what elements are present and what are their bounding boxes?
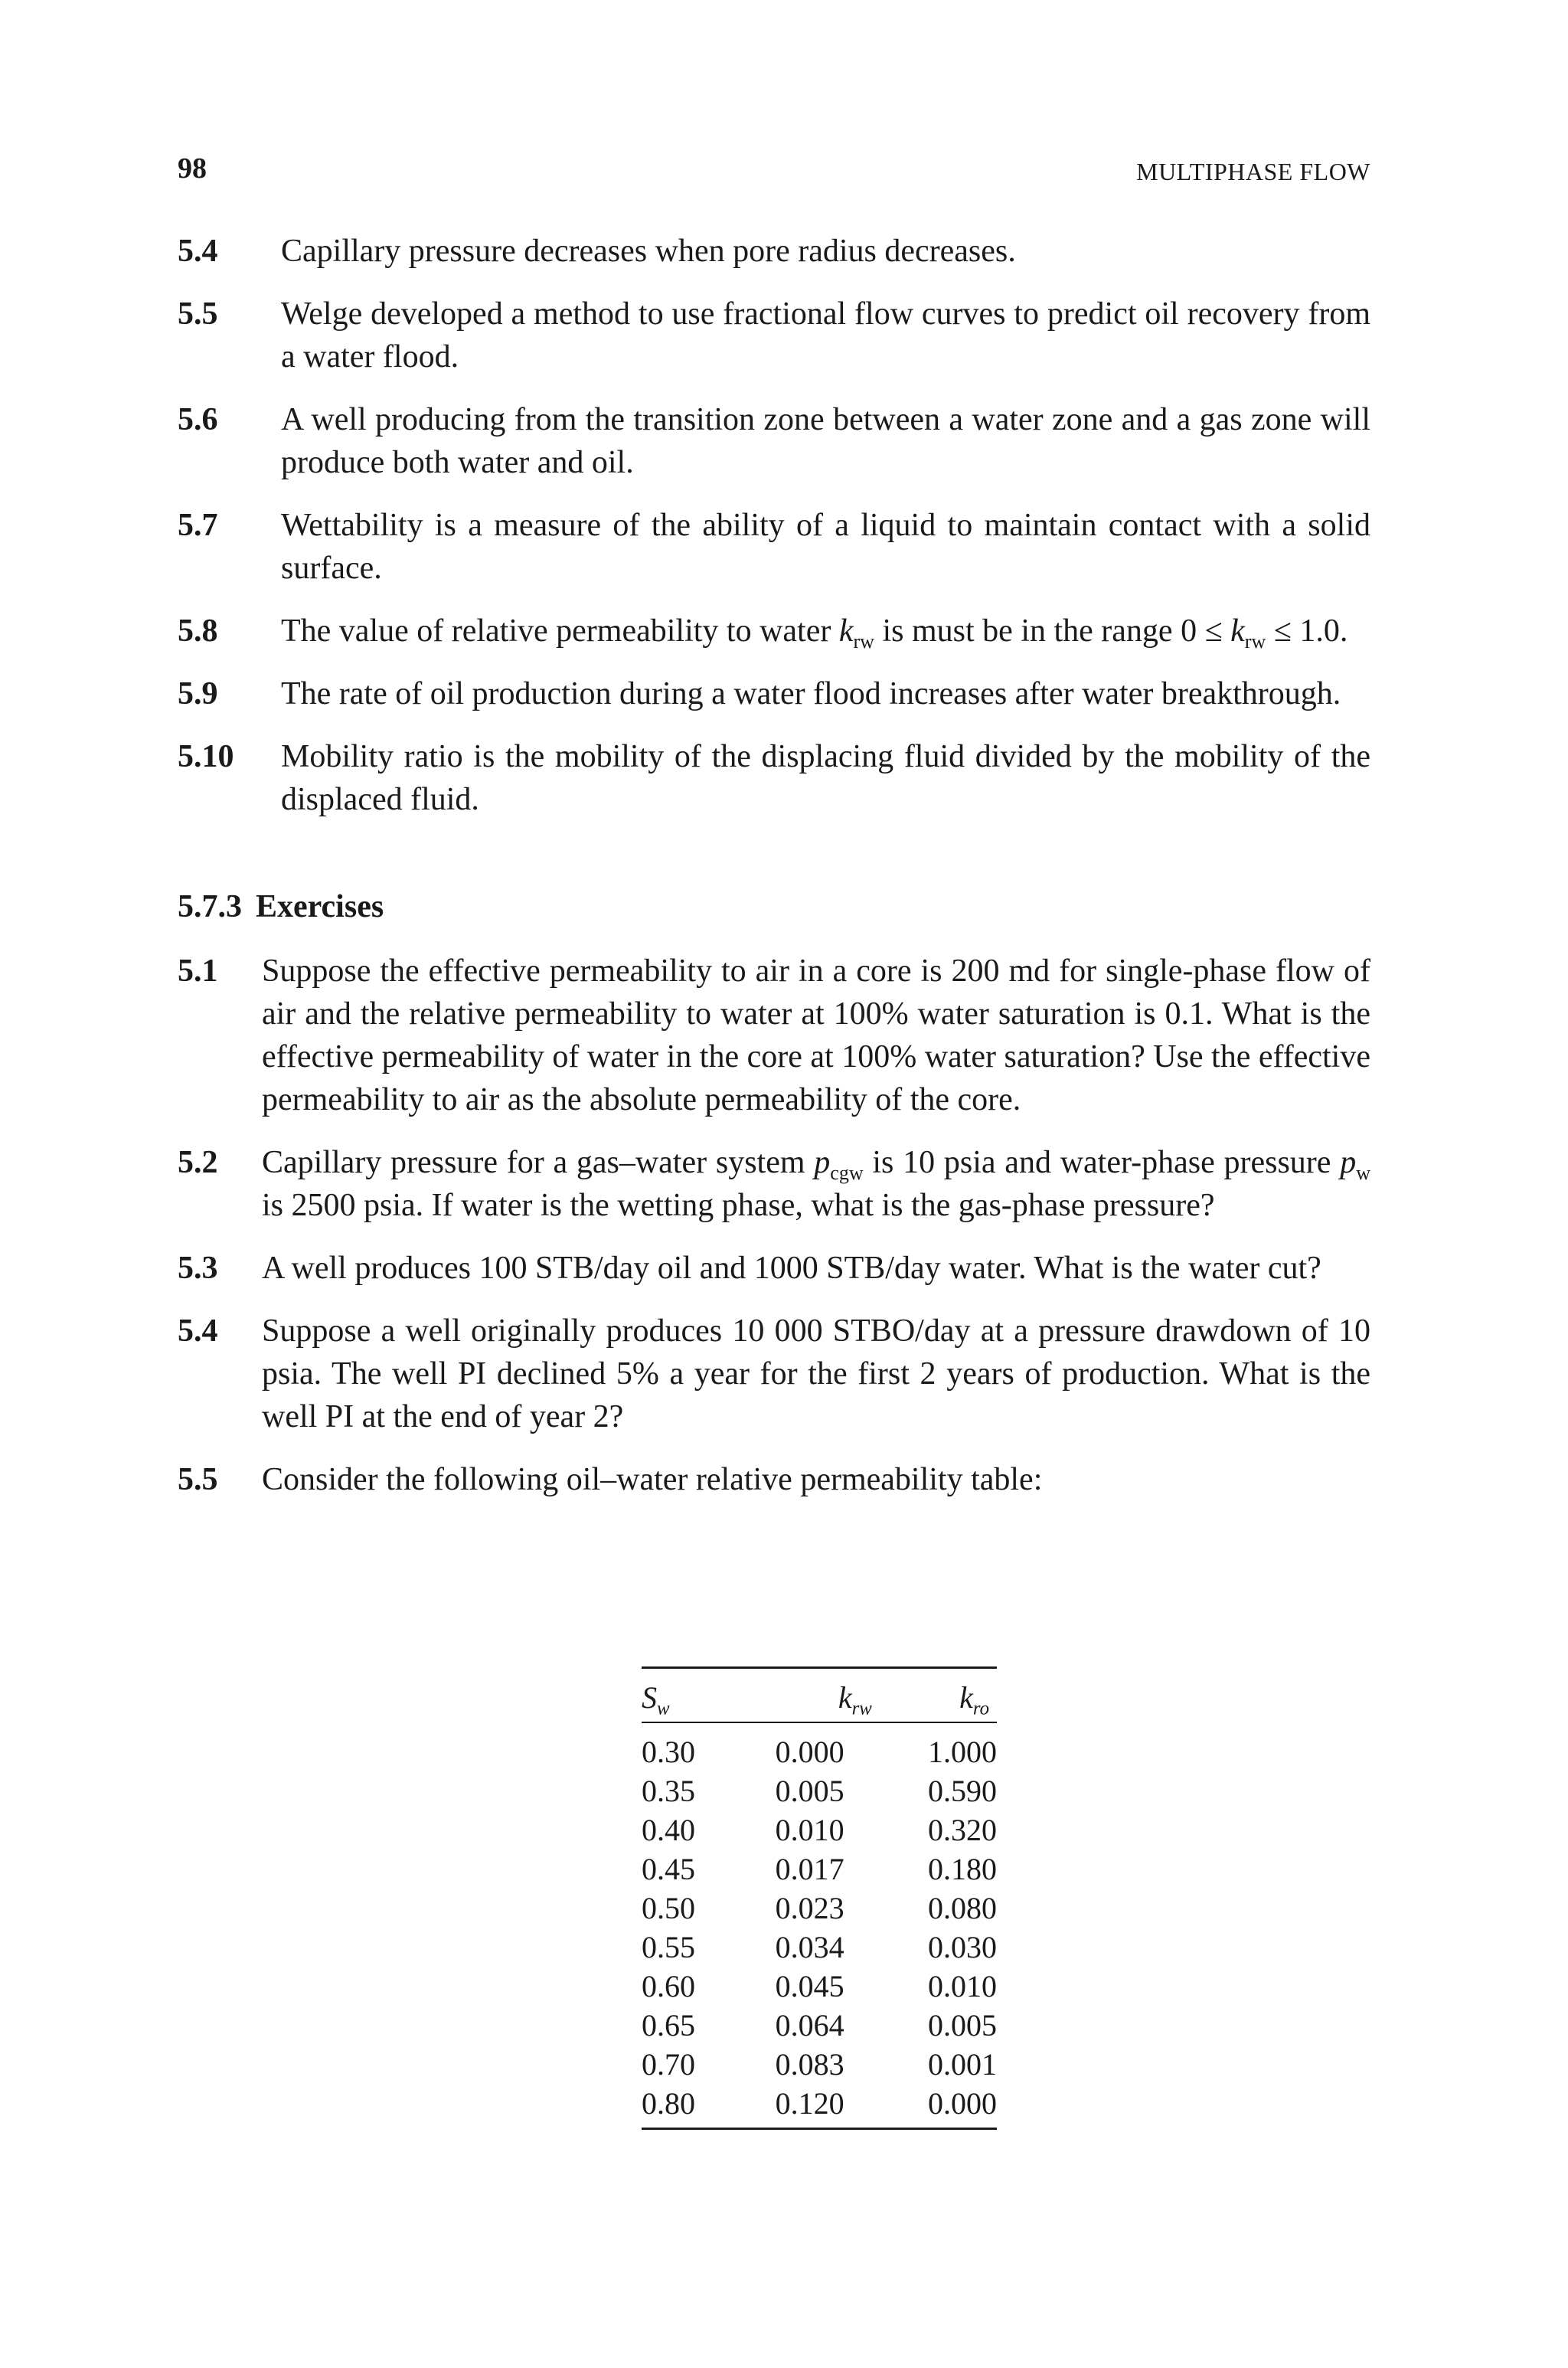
exercise-number: 5.5	[178, 1462, 218, 1497]
exercise-item	[178, 950, 1370, 1121]
cell-sw: 0.35	[642, 1774, 695, 1808]
table-row	[642, 1889, 997, 1928]
cell-kro: 0.001	[928, 2047, 997, 2082]
table-header-row	[642, 1668, 997, 1723]
cell-krw: 0.000	[775, 1735, 844, 1769]
symbol-p: p	[1340, 1145, 1357, 1180]
item-text: Mobility ratio is the mobility of the displacing fluid divided by the mobility of the displaced fluid.	[281, 739, 1370, 817]
cell-krw: 0.120	[708, 2084, 911, 2129]
item-number: 5.6	[178, 402, 218, 437]
true-false-item	[178, 230, 1370, 273]
table-row	[642, 1928, 997, 1967]
cell-kro: 0.320	[928, 1813, 997, 1847]
symbol-k: k	[838, 613, 854, 649]
cell-krw: 0.005	[775, 1774, 844, 1808]
exercise-number: 5.3	[178, 1251, 218, 1286]
true-false-item	[178, 735, 1370, 821]
true-false-item	[178, 672, 1370, 715]
table-row	[642, 2006, 997, 2045]
table-row	[642, 2045, 997, 2084]
exercise-item	[178, 1458, 1370, 1501]
symbol-p: p	[814, 1145, 831, 1180]
page-content	[178, 230, 1370, 1521]
exercise-text: Consider the following oil–water relative permeability table:	[262, 1462, 1043, 1497]
cell-sw: 0.55	[642, 1930, 695, 1964]
cell-krw: 0.010	[775, 1813, 844, 1847]
true-false-item	[178, 504, 1370, 590]
item-number: 5.9	[178, 676, 218, 711]
exercise-number: 5.2	[178, 1145, 218, 1180]
cell-krw: 0.045	[775, 1969, 844, 2003]
item-text-part: The value of relative permeability to water	[281, 613, 831, 649]
subscript-w: w	[1356, 1162, 1370, 1185]
table-row	[642, 1722, 997, 1771]
true-false-item	[178, 610, 1370, 653]
cell-sw: 0.80	[642, 2084, 708, 2129]
cell-kro: 0.000	[911, 2084, 997, 2129]
exercise-number: 5.1	[178, 953, 218, 989]
cell-sw: 0.45	[642, 1852, 695, 1886]
table-row	[642, 1967, 997, 2006]
table-row	[642, 1771, 997, 1810]
table-row	[642, 1850, 997, 1889]
table-row	[642, 2084, 997, 2129]
symbol-k: k	[1230, 613, 1245, 649]
page-number: 98	[178, 152, 207, 185]
item-text: Welge developed a method to use fractional flow curves to predict oil recovery from a water flood.	[281, 296, 1370, 374]
exercise-text-part: Capillary pressure for a gas–water system	[262, 1145, 805, 1180]
relative-permeability-table	[642, 1666, 997, 2130]
cell-kro: 0.005	[928, 2008, 997, 2043]
cell-sw: 0.30	[642, 1735, 695, 1769]
exercise-item	[178, 1310, 1370, 1438]
item-text-part: is must be in the range	[882, 613, 1173, 649]
column-header-kro: $k_{ro}$	[911, 1668, 997, 1723]
item-number: 5.4	[178, 234, 218, 269]
cell-sw: 0.50	[642, 1891, 695, 1925]
item-number: 5.8	[178, 613, 218, 649]
exercise-text-part: is 2500 psia. If water is the wetting phase, what is the gas-phase pressure?	[262, 1188, 1215, 1223]
true-false-item	[178, 293, 1370, 378]
range-lower: 0 ≤	[1181, 613, 1223, 649]
relative-permeability-table-container	[642, 1666, 997, 2130]
exercise-item	[178, 1247, 1370, 1290]
exercise-text: Suppose the effective permeability to air in a core is 200 md for single-phase flow of air and the relative permeability to water at 100% water saturation is 0.1. What is the effective permeability of water in the core at 100% water saturation? Use the effective permeability to air as the absolute permeability of the core.	[262, 953, 1370, 1117]
cell-krw: 0.017	[775, 1852, 844, 1886]
range-upper: ≤ 1.0.	[1273, 613, 1348, 649]
cell-sw: 0.60	[642, 1969, 695, 2003]
item-number: 5.10	[178, 739, 234, 774]
item-text: Wettability is a measure of the ability of a liquid to maintain contact with a solid surface.	[281, 508, 1370, 586]
item-text: A well producing from the transition zone between a water zone and a gas zone will produce both water and oil.	[281, 402, 1370, 480]
cell-krw: 0.083	[775, 2047, 844, 2082]
column-header-sw: $S_w$	[642, 1668, 708, 1723]
item-number: 5.7	[178, 508, 218, 543]
cell-kro: 0.030	[928, 1930, 997, 1964]
true-false-item	[178, 398, 1370, 484]
cell-krw: 0.034	[775, 1930, 844, 1964]
subscript-rw: rw	[1244, 630, 1266, 653]
cell-sw: 0.70	[642, 2047, 695, 2082]
cell-kro: 1.000	[928, 1735, 997, 1769]
cell-krw: 0.023	[775, 1891, 844, 1925]
item-number: 5.5	[178, 296, 218, 332]
cell-kro: 0.080	[928, 1891, 997, 1925]
subscript-cgw: cgw	[830, 1162, 864, 1185]
section-title: Exercises	[256, 889, 384, 924]
exercise-item	[178, 1141, 1370, 1227]
running-head: MULTIPHASE FLOW	[1136, 158, 1370, 185]
exercise-text: A well produces 100 STB/day oil and 1000 STB/day water. What is the water cut?	[262, 1251, 1321, 1286]
cell-kro: 0.590	[928, 1774, 997, 1808]
section-number: 5.7.3	[178, 889, 242, 924]
exercise-text: Suppose a well originally produces 10 000 STBO/day at a pressure drawdown of 10 psia. The well PI declined 5% a year for the first 2 years of production. What is the well PI at the end of year 2?	[262, 1313, 1370, 1434]
exercise-text	[262, 1141, 1370, 1227]
cell-krw: 0.064	[775, 2008, 844, 2043]
item-text: Capillary pressure decreases when pore radius decreases.	[281, 234, 1016, 269]
exercise-number: 5.4	[178, 1313, 218, 1349]
table-row	[642, 1810, 997, 1850]
item-text	[281, 610, 1370, 653]
cell-kro: 0.180	[928, 1852, 997, 1886]
section-heading	[178, 885, 1370, 928]
table-body	[642, 1722, 997, 2129]
cell-sw: 0.65	[642, 2008, 695, 2043]
column-header-krw: $k_{rw}$	[708, 1668, 911, 1723]
exercise-text-part: is 10 psia and water-phase pressure	[872, 1145, 1331, 1180]
subscript-rw: rw	[853, 630, 874, 653]
item-text: The rate of oil production during a water flood increases after water breakthrough.	[281, 676, 1341, 711]
cell-kro: 0.010	[928, 1969, 997, 2003]
cell-sw: 0.40	[642, 1813, 695, 1847]
